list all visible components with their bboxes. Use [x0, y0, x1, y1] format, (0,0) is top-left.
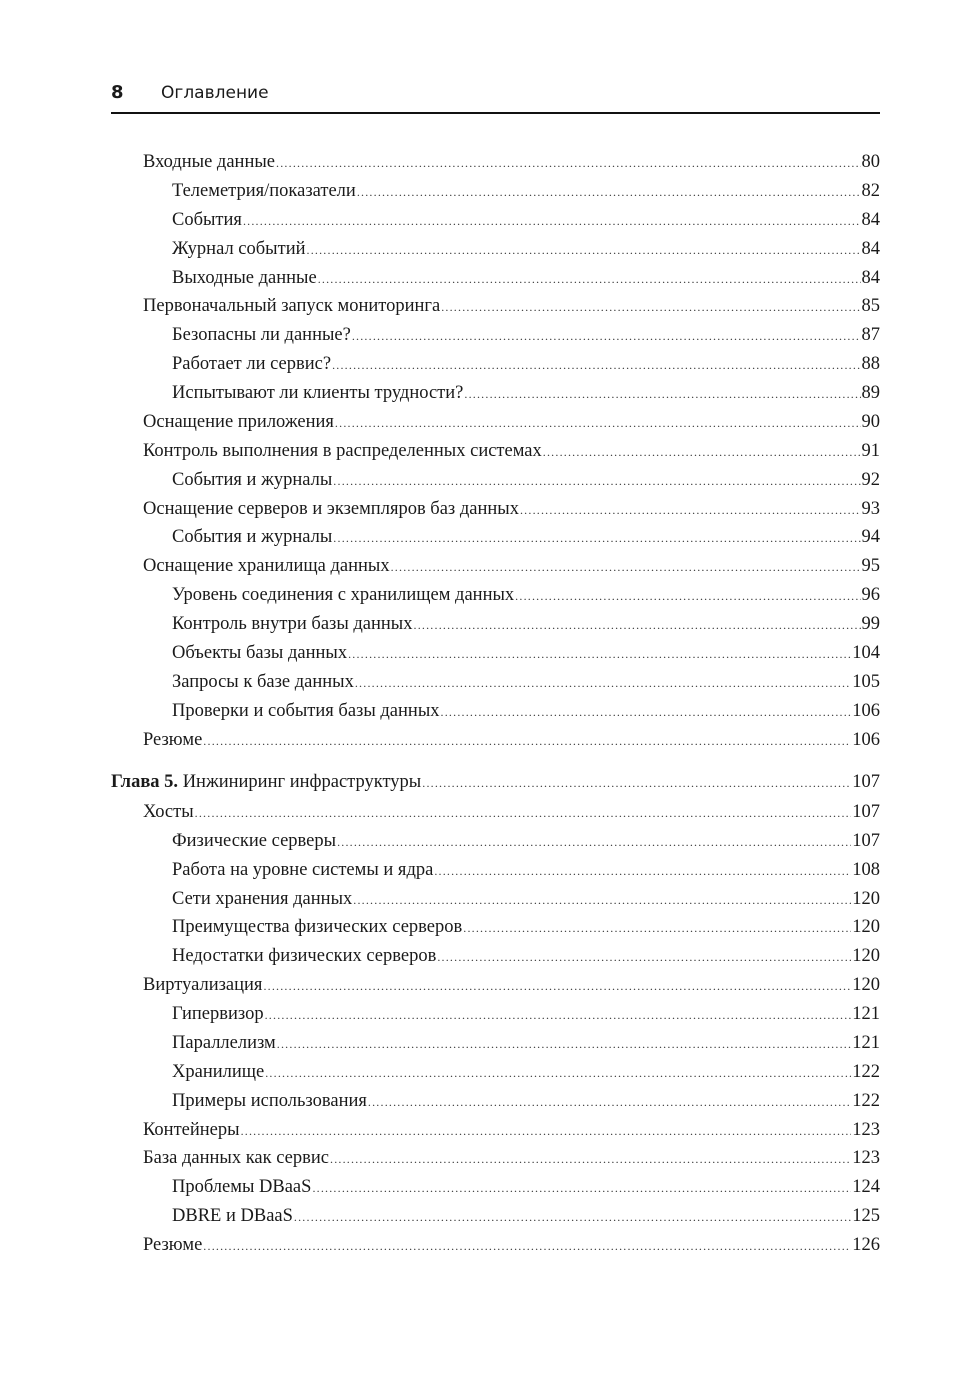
- entry-label: Объекты базы данных: [172, 642, 348, 663]
- dot-leader: [277, 1030, 851, 1059]
- page-ref: 91: [861, 440, 880, 461]
- entry-label: Контроль внутри базы данных: [172, 614, 413, 634]
- dot-leader: [243, 207, 861, 236]
- toc-entry: [111, 1087, 880, 1116]
- dot-leader: [355, 669, 851, 698]
- toc-chapter-entry: [111, 768, 880, 798]
- entry-label: Работает ли сервис?: [172, 354, 332, 375]
- entry-label: События: [172, 209, 242, 230]
- entry-label: События и журналы: [172, 469, 333, 490]
- dot-leader: [263, 972, 851, 1001]
- entry-label: Контроль выполнения в распределенных системах: [143, 440, 542, 461]
- entry-label: Выходные данные: [172, 267, 317, 288]
- page-ref: 121: [852, 1004, 880, 1024]
- toc-entry: [111, 495, 880, 524]
- entry-label: Хранилище: [172, 1061, 265, 1082]
- entry-label: Хосты: [143, 801, 194, 822]
- toc-entry: [111, 235, 880, 264]
- page-ref: 120: [852, 946, 880, 967]
- page-ref: 88: [861, 354, 880, 375]
- page-number: 8: [111, 82, 124, 103]
- page-ref: 123: [852, 1119, 880, 1140]
- entry-label: Запросы к базе данных: [172, 671, 354, 692]
- chapter-title: Инжиниринг инфраструктуры: [182, 772, 422, 793]
- page-ref: 107: [852, 772, 880, 793]
- page-ref: 90: [861, 411, 880, 432]
- page-ref: 107: [852, 830, 880, 851]
- toc-entry: [111, 827, 880, 856]
- entry-label: Оснащение приложения: [143, 411, 334, 432]
- entry-label: Журнал событий: [172, 238, 306, 259]
- dot-leader: [195, 799, 852, 828]
- entry-label: Контейнеры: [143, 1119, 240, 1140]
- chapter-prefix: Глава 5.: [111, 772, 179, 793]
- toc-entry: [111, 697, 880, 726]
- toc-entry: [111, 610, 880, 639]
- page-ref: 108: [852, 859, 880, 880]
- toc-entry: [111, 942, 880, 971]
- table-of-contents: [111, 148, 880, 1260]
- entry-label: База данных как сервис: [143, 1148, 329, 1169]
- toc-entry: [111, 552, 880, 581]
- page-ref: 80: [861, 152, 880, 172]
- toc-entry: [111, 1202, 880, 1231]
- page-ref: 92: [861, 469, 880, 490]
- page-ref: 106: [852, 729, 880, 750]
- toc-entry: [111, 1173, 880, 1202]
- dot-leader: [441, 293, 860, 322]
- page-ref: 95: [861, 556, 880, 577]
- page-ref: 94: [861, 527, 880, 548]
- running-title: Оглавление: [161, 83, 269, 103]
- entry-label: Сети хранения данных: [172, 888, 353, 909]
- entry-label: Физические серверы: [172, 830, 337, 851]
- page-ref: 84: [861, 267, 880, 288]
- toc-entry: [111, 148, 880, 177]
- dot-leader: [348, 640, 851, 669]
- dot-leader: [265, 1059, 851, 1088]
- dot-leader: [353, 886, 851, 915]
- running-header: [111, 80, 880, 114]
- toc-entry: [111, 321, 880, 350]
- toc-entry: [111, 856, 880, 885]
- dot-leader: [203, 727, 851, 756]
- toc-entry: [111, 379, 880, 408]
- dot-leader: [437, 943, 851, 972]
- page-ref: 121: [852, 1032, 880, 1053]
- toc-entry: [111, 971, 880, 1000]
- entry-label: Проблемы DBaaS: [172, 1177, 312, 1198]
- toc-entry: [111, 1116, 880, 1145]
- entry-label: Безопасны ли данные?: [172, 325, 351, 346]
- entry-label: Первоначальный запуск мониторинга: [143, 296, 441, 317]
- page-ref: 107: [852, 801, 880, 822]
- page-ref: 96: [861, 585, 880, 606]
- toc-entry: [111, 437, 880, 466]
- entry-label: Проверки и события базы данных: [172, 700, 440, 721]
- toc-entry: [111, 292, 880, 321]
- page-ref: 84: [861, 209, 880, 230]
- page-ref: 123: [852, 1148, 880, 1169]
- dot-leader: [335, 409, 861, 438]
- entry-label: Уровень соединения с хранилищем данных: [172, 585, 515, 606]
- entry-label: Оснащение серверов и экземпляров баз данных: [143, 498, 519, 519]
- dot-leader: [543, 438, 861, 467]
- page-ref: 99: [861, 614, 880, 634]
- dot-leader: [463, 914, 851, 943]
- dot-leader: [520, 496, 861, 525]
- page-ref: 122: [852, 1090, 880, 1111]
- entry-label: DBRE и DBaaS: [172, 1206, 293, 1227]
- entry-label: Резюме: [143, 1235, 203, 1255]
- dot-leader: [333, 524, 860, 553]
- chapter-label: [111, 768, 421, 797]
- dot-leader: [368, 1088, 851, 1117]
- dot-leader: [337, 828, 851, 857]
- toc-entry: [111, 177, 880, 206]
- dot-leader: [294, 1203, 851, 1232]
- page-ref: 122: [852, 1061, 880, 1082]
- dot-leader: [307, 236, 861, 265]
- toc-entry: [111, 408, 880, 437]
- entry-label: Резюме: [143, 729, 203, 750]
- entry-label: Параллелизм: [172, 1032, 276, 1053]
- toc-entry: [111, 523, 880, 552]
- entry-label: Телеметрия/показатели: [172, 180, 356, 201]
- page-ref: 126: [852, 1235, 880, 1255]
- toc-entry: [111, 1029, 880, 1058]
- entry-label: Преимущества физических серверов: [172, 917, 463, 938]
- dot-leader: [515, 582, 860, 611]
- page-ref: 120: [852, 975, 880, 996]
- toc-entry: [111, 1000, 880, 1029]
- entry-label: Примеры использования: [172, 1090, 367, 1111]
- dot-leader: [464, 380, 860, 409]
- dot-leader: [312, 1174, 851, 1203]
- dot-leader: [434, 857, 851, 886]
- dot-leader: [414, 611, 861, 640]
- page-ref: 89: [861, 383, 880, 403]
- toc-entry: [111, 639, 880, 668]
- dot-leader: [330, 1145, 851, 1174]
- toc-entry: [111, 1058, 880, 1087]
- dot-leader: [391, 553, 861, 582]
- page-ref: 120: [852, 917, 880, 938]
- toc-entry: [111, 350, 880, 379]
- page-ref: 125: [852, 1206, 880, 1227]
- dot-leader: [352, 322, 861, 351]
- entry-label: Испытывают ли клиенты трудности?: [172, 383, 464, 403]
- page-ref: 93: [861, 498, 880, 519]
- toc-entry: [111, 1231, 880, 1260]
- toc-entry: [111, 913, 880, 942]
- entry-label: Недостатки физических серверов: [172, 946, 437, 967]
- page-ref: 124: [852, 1177, 880, 1198]
- entry-label: Входные данные: [143, 152, 276, 172]
- entry-label: Виртуализация: [143, 975, 263, 996]
- toc-entry: [111, 206, 880, 235]
- dot-leader: [422, 769, 851, 798]
- dot-leader: [241, 1117, 852, 1146]
- page-ref: 106: [852, 700, 880, 721]
- toc-entry: [111, 264, 880, 293]
- entry-label: Оснащение хранилища данных: [143, 556, 390, 577]
- toc-entry: [111, 885, 880, 914]
- dot-leader: [332, 351, 860, 380]
- toc-entry: [111, 798, 880, 827]
- dot-leader: [265, 1001, 852, 1030]
- entry-label: Работа на уровне системы и ядра: [172, 859, 434, 880]
- dot-leader: [333, 467, 860, 496]
- toc-entry: [111, 581, 880, 610]
- toc-entry: [111, 726, 880, 755]
- entry-label: Гипервизор: [172, 1004, 264, 1024]
- toc-entry: [111, 1144, 880, 1173]
- dot-leader: [318, 265, 861, 294]
- page-ref: 82: [861, 180, 880, 201]
- page-ref: 120: [852, 888, 880, 909]
- toc-entry: [111, 466, 880, 495]
- page-ref: 104: [852, 642, 880, 663]
- dot-leader: [203, 1232, 851, 1261]
- page-ref: 85: [861, 296, 880, 317]
- page-ref: 84: [861, 238, 880, 259]
- dot-leader: [441, 698, 852, 727]
- toc-entry: [111, 668, 880, 697]
- page-ref: 87: [861, 325, 880, 346]
- page-ref: 105: [852, 671, 880, 692]
- entry-label: События и журналы: [172, 527, 333, 548]
- dot-leader: [357, 178, 861, 207]
- dot-leader: [276, 149, 860, 178]
